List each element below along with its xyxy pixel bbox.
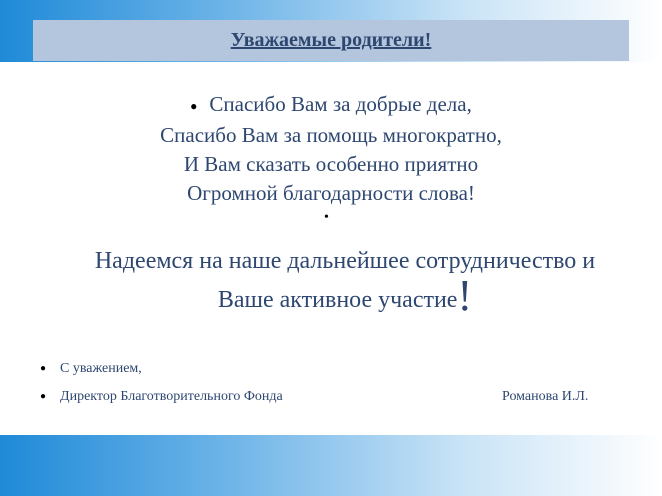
signature-greeting: ● С уважением, (40, 361, 142, 376)
bullet-icon: • (324, 210, 329, 225)
title-bar (33, 20, 629, 61)
exclamation-mark: ! (457, 271, 473, 320)
bullet-icon: ● (190, 98, 198, 113)
signature-position: ● Директор Благотворительного Фонда (40, 389, 283, 404)
poem-line: ● Спасибо Вам за добрые дела, (190, 92, 472, 116)
page-title: Уважаемые родители! (230, 29, 432, 51)
poem-line: И Вам сказать особенно приятно (183, 151, 479, 176)
closing-line-2: Ваше активное участие! (217, 271, 473, 320)
bullet-icon: ● (40, 363, 47, 375)
bottom-gradient-band (0, 435, 662, 496)
closing-line-1: Надеемся на наше дальнейшее сотрудничество и (94, 248, 596, 274)
poem-line: Спасибо Вам за помощь многократно, (160, 122, 502, 147)
bullet-icon: ● (40, 391, 47, 403)
poem-line: Огромной благодарности слова! (187, 180, 475, 205)
poem (0, 90, 662, 208)
signature-name: Романова И.Л. (502, 389, 589, 404)
